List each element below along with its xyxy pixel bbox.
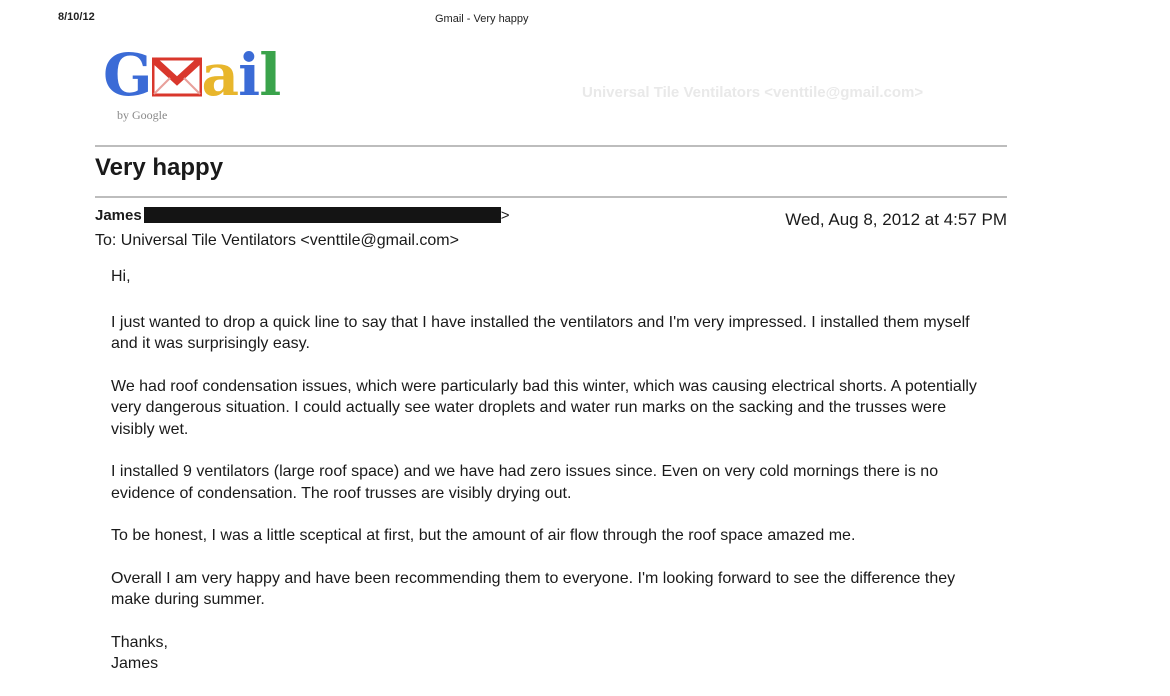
email-paragraph: We had roof condensation issues, which were particularly bad this winter, which was causing electrical shorts. A potentially very dangerous situation. I could actually see water droplets and water run marks on the sacking and the trusses were visibly wet.	[111, 377, 977, 438]
sender-line	[95, 207, 509, 224]
email-paragraph: I installed 9 ventilators (large roof space) and we have had zero issues since. Even on very cold mornings there is no evidence of condensation. The roof trusses are visibly drying out.	[111, 463, 939, 502]
gmail-logo[interactable]	[103, 38, 281, 128]
print-title: Gmail - Very happy	[435, 13, 529, 25]
recipient-line: To: Universal Tile Ventilators <venttile@gmail.com>	[95, 232, 459, 249]
redacted-sender-email	[144, 207, 501, 223]
sender-email-close: >	[500, 207, 510, 224]
account-address: Universal Tile Ventilators <venttile@gmail.com>	[582, 84, 924, 101]
email-date: Wed, Aug 8, 2012 at 4:57 PM	[785, 210, 1007, 229]
email-greeting: Hi,	[111, 268, 131, 285]
email-paragraph: Overall I am very happy and have been recommending them to everyone. I'm looking forward to see the difference they make during summer.	[111, 569, 956, 608]
gmail-wordmark	[103, 38, 280, 112]
print-date: 8/10/12	[58, 11, 95, 23]
logo-letter-i: i	[238, 41, 260, 109]
email-paragraph: To be honest, I was a little sceptical at first, but the amount of air flow through the roof space amazed me.	[111, 527, 856, 544]
email-signoff: Thanks,	[111, 633, 168, 651]
divider-subject	[95, 196, 1007, 198]
email-subject: Very happy	[95, 154, 224, 181]
logo-letter-l: l	[259, 41, 281, 109]
logo-letter-a: a	[201, 41, 239, 109]
email-signature: James	[111, 655, 159, 672]
email-paragraph: I just wanted to drop a quick line to say that I have installed the ventilators and I'm very impressed. I installed them myself and it was surprisingly easy.	[111, 313, 970, 352]
email-body	[111, 266, 991, 675]
logo-byline: by Google	[117, 108, 168, 122]
envelope-icon	[152, 38, 202, 112]
divider-top	[95, 145, 1007, 147]
sender-name: James	[95, 207, 142, 224]
logo-letter-g: G	[103, 41, 152, 109]
